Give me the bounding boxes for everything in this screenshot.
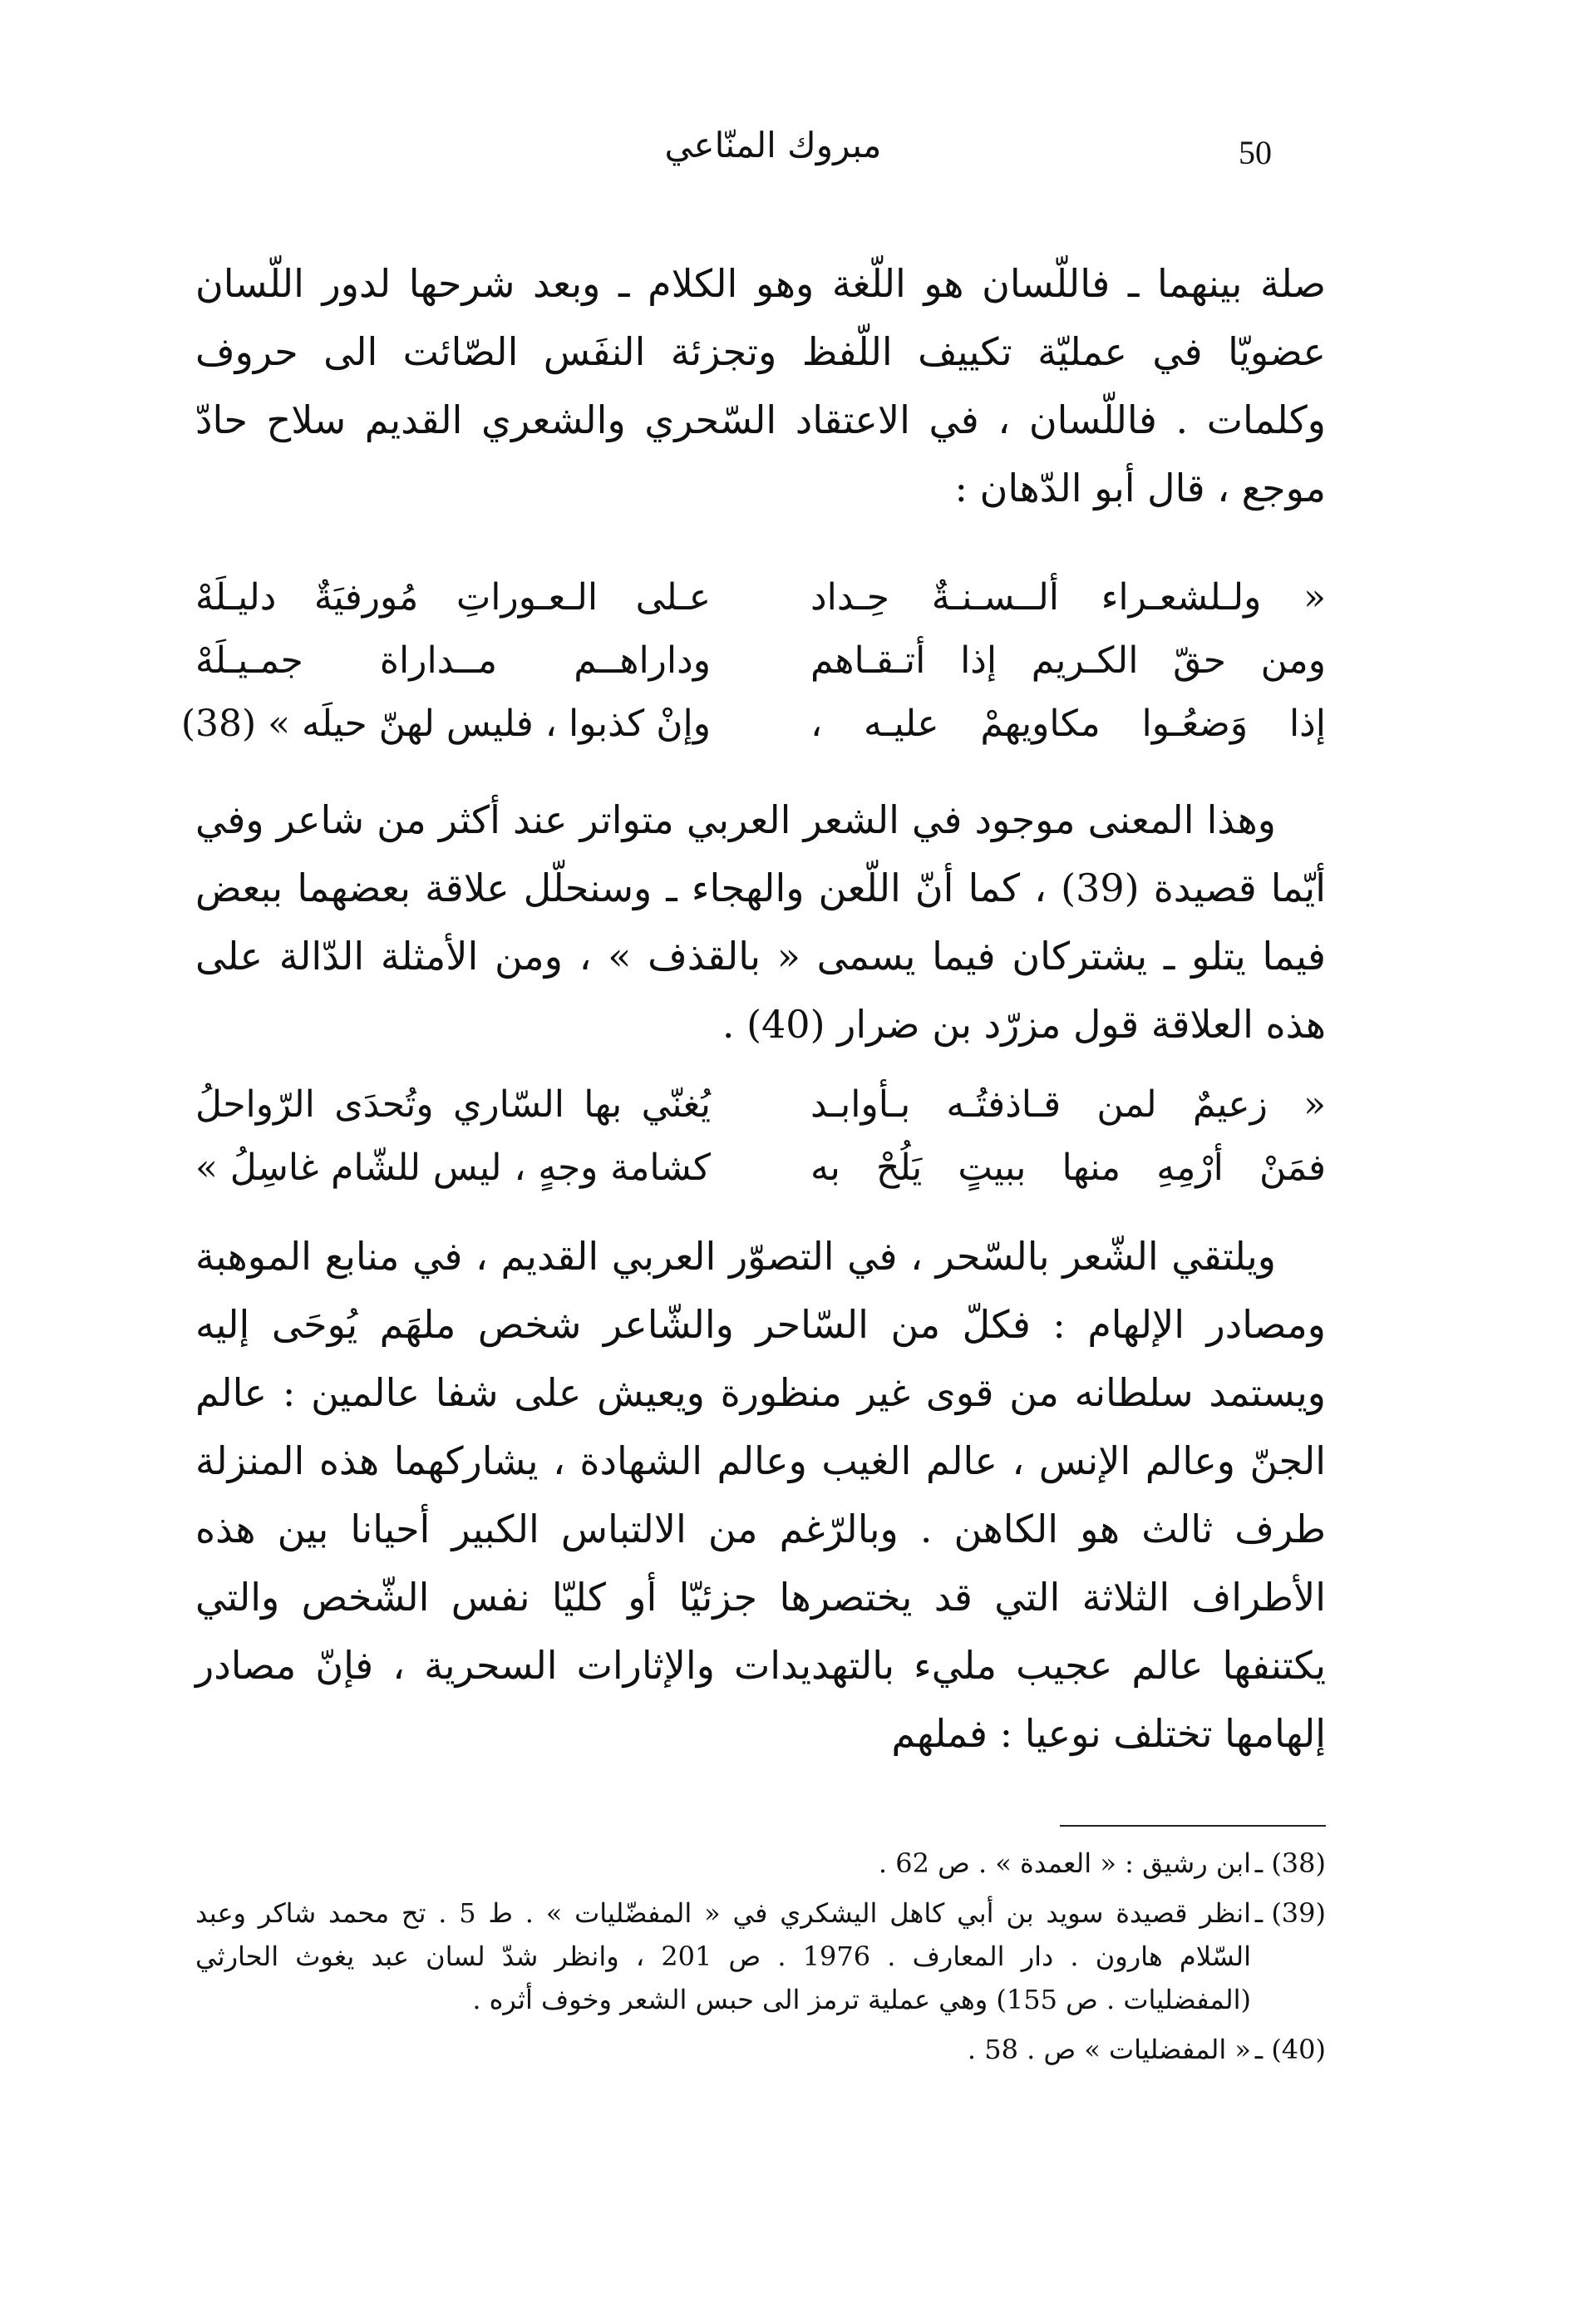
paragraph-3 [195, 1222, 1326, 1768]
footnote-number: (40) ـ [1254, 2034, 1326, 2065]
paragraph-1 [195, 249, 1326, 522]
footnote-text: انظر قصيدة سويد بن أبي كاهل اليشكري في « المفضّليات » . ط 5 . تح محمد شاكر وعبد السّلام هارون . دار المعارف . 1976 . ص 201 ، وانظر شدّ لسان عبد يغوث الحارثي (المفضليات . ص 155) وهي عملية ترمز الى حبس الشعر وخوف أثره . [195, 1897, 1252, 2015]
footnote-separator [1060, 1825, 1326, 1827]
footnote [195, 2028, 1326, 2071]
verse-first-hemistich: فمَنْ أرْمِهِ منها ببيتٍ يَلُحْ به [810, 1146, 1326, 1189]
paragraph-2 [195, 786, 1326, 1058]
verse-first-hemistich: « زعيمٌ لمن قـاذفتُـه بـأوابـد [810, 1083, 1326, 1126]
verse-line [195, 1136, 1326, 1199]
verse-second-hemistich: وإنْ كذبوا ، فليس لهنّ حيلَه » (38) [180, 702, 711, 745]
paragraph-3-text: ويلتقي الشّعر بالسّحر ، في التصوّر العربي القديم ، في منابع الموهبة ومصادر الإلهام : فكلّ من السّاحر والشّاعر شخص ملهَم يُوحَى إليه ويستمد سلطانه من قوى غير منظورة ويعيش على شفا عالمين : عالم الجنّ وعالم الإنس ، عالم الغيب وعالم الشهادة ، يشاركهما هذه المنزلة طرف ثالث هو الكاهن . وبالرّغم من الالتباس الكبير أحيانا بين هذه الأطراف الثلاثة التي قد يختصرها جزئيّا أو كليّا نفس الشّخص والتي يكتنفها عالم عجيب مليء بالتهديدات والإثارات السحرية ، فإنّ مصادر إلهامها تختلف نوعيا : فملهم [195, 1234, 1327, 1756]
footnote [195, 1891, 1326, 2021]
footnote-text: « المفضليات » ص . 58 . [967, 2034, 1251, 2065]
verse-second-hemistich: عـلى الـعـوراتِ مُورفيَةٌ دليـلَهْ [195, 575, 711, 619]
verse-first-hemistich: إذا وَضعُـوا مكاويهمْ عليـه ، [810, 702, 1326, 745]
verse-second-hemistich: وداراهــم مــداراة جمـيـلَهْ [195, 639, 711, 682]
paragraph-2-text: وهذا المعنى موجود في الشعر العربي متواتر عند أكثر من شاعر وفي أيّما قصيدة (39) ، كما أنّ اللّعن والهجاء ـ وسنحلّل علاقة بعضهما ببعض فيما يتلو ـ يشتركان فيما يسمى « بالقذف » ، ومن الأمثلة الدّالة على هذه العلاقة قول مزرّد بن ضرار (40) . [195, 797, 1327, 1047]
verse-first-hemistich: « ولـلشعـراء ألــسـنـةٌ حِـداد [810, 575, 1326, 619]
verse-first-hemistich: ومن حقّ الكـريم إذا أتـقـاهم [810, 639, 1326, 682]
footnote-number: (39) ـ [1254, 1897, 1326, 1929]
page-number: 50 [1239, 134, 1272, 171]
footnote-number: (38) ـ [1254, 1847, 1326, 1879]
running-head: مبروك المنّاعي [664, 125, 882, 165]
footnotes [195, 1842, 1326, 2078]
footnote-text: ابن رشيق : « العمدة » . ص 62 . [878, 1847, 1251, 1879]
verse-second-hemistich: يُغنّي بها السّاري وتُحدَى الرّواحلُ [195, 1083, 711, 1126]
verse-block-2 [195, 1073, 1326, 1199]
verse-line [195, 1073, 1326, 1136]
verse-line [195, 565, 1326, 629]
verse-second-hemistich: كشامة وجهٍ ، ليس للشّام غاسِلُ » [195, 1146, 711, 1189]
verse-block-1 [180, 565, 1326, 755]
verse-line [195, 629, 1326, 692]
paragraph-1-text: صلة بينهما ـ فاللّسان هو اللّغة وهو الكلام ـ وبعد شرحها لدور اللّسان عضويّا في عمليّة تكييف اللّفظ وتجزئة النفَس الصّائت الى حروف وكلمات . فاللّسان ، في الاعتقاد السّحري والشعري القديم سلاح حادّ موجع ، قال أبو الدّهان : [195, 261, 1326, 510]
footnote [195, 1842, 1326, 1885]
verse-line [180, 692, 1326, 755]
